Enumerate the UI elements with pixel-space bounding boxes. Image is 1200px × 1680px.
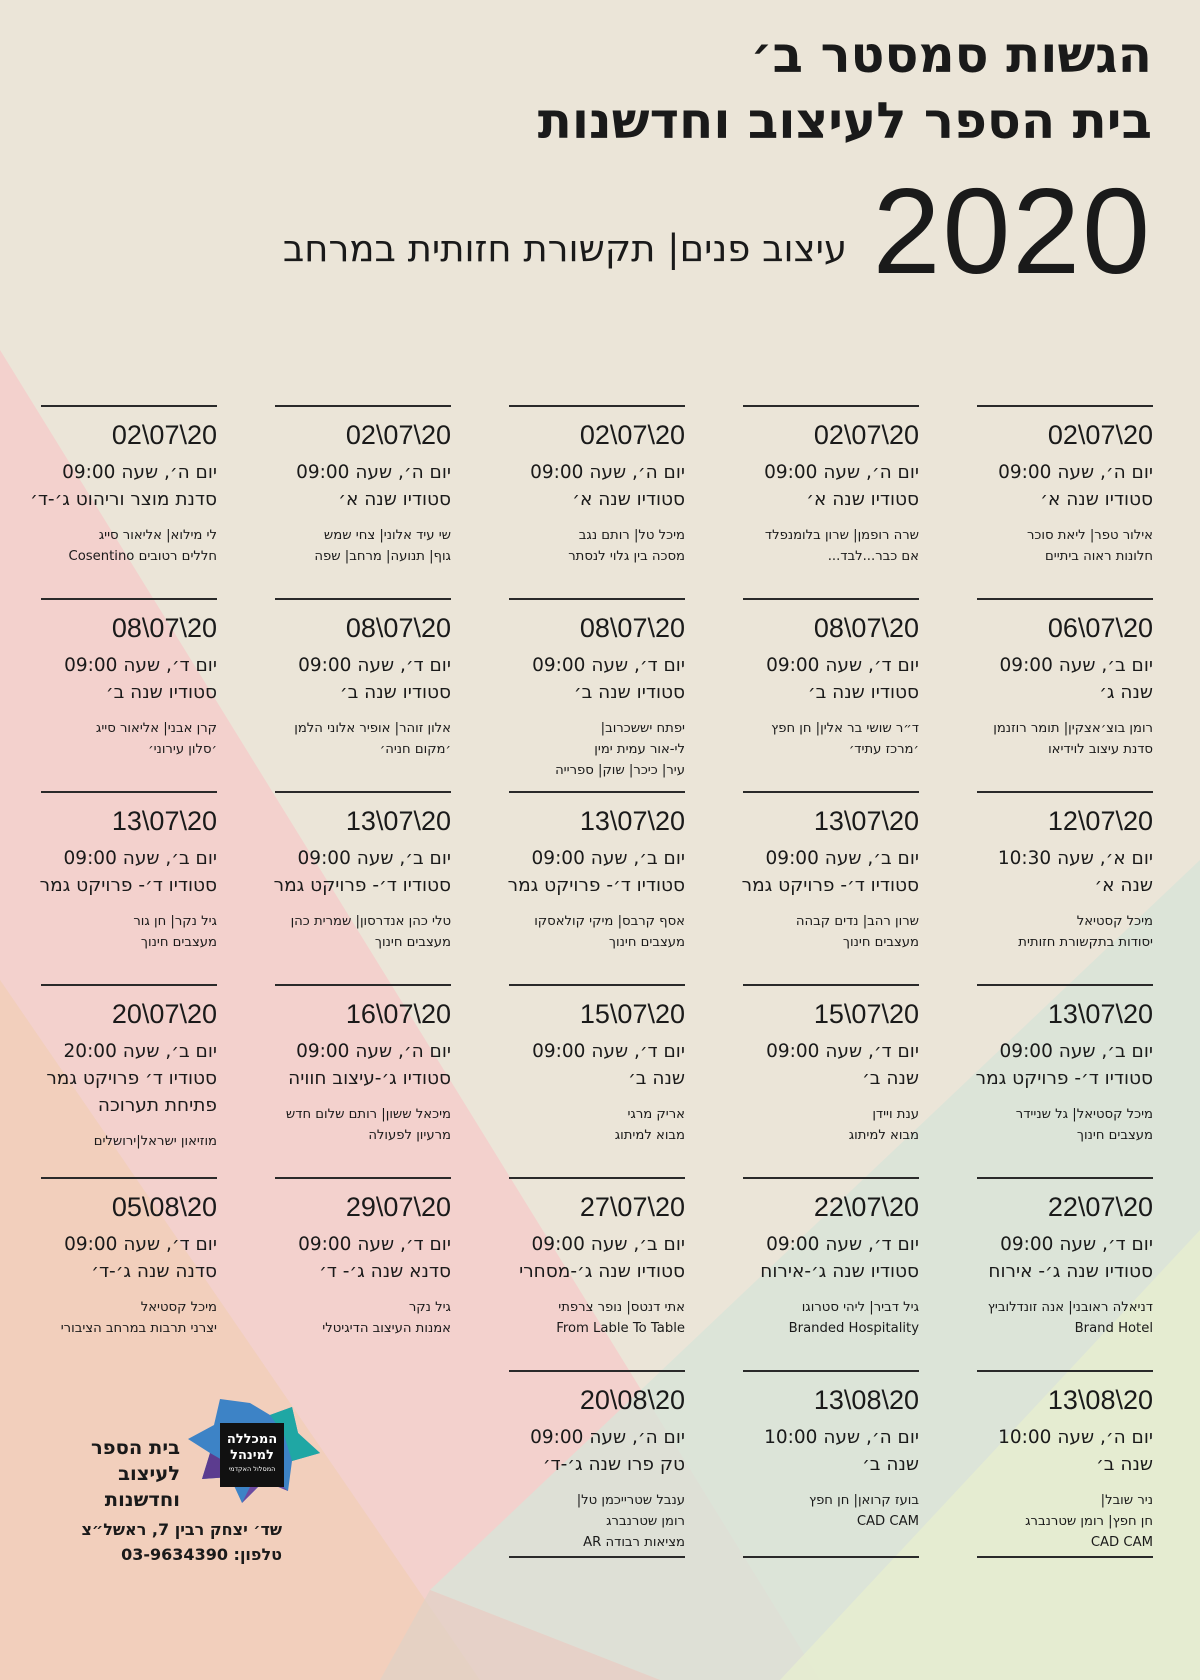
address [40,1517,282,1567]
instructor-line: מיכאל ששון| רותם שלום חדש [285,1107,451,1122]
schedule-cell [275,984,451,1146]
instructor-line: שרה רופמן| שרון בלומנפלד [764,528,919,543]
day-time: יום ב׳, שעה 09:00 [531,848,685,869]
instructor-line: רומן בוצ׳אצקין| תומר רוזנמן [993,721,1153,736]
day-time: יום ד׳, שעה 09:00 [64,1234,217,1255]
instructor-line: אמנות העיצוב הדיגיטלי [322,1321,451,1336]
course-name: שנה ג׳ [1099,682,1153,703]
course-name: שנה ב׳ [862,1454,919,1475]
instructor-line: יצרני תרבות במרחב הציבורי [60,1321,217,1336]
instructors [275,718,451,760]
course-name: שנה א׳ [1094,875,1153,896]
school-name-line-1: בית הספר [91,1436,180,1459]
college-logo [180,1395,320,1510]
schedule-cell [509,1370,685,1558]
submission-date: 13\07\20 [111,806,217,836]
instructor-line: רומן שטרנברג [606,1514,685,1529]
submission-date: 13\08\20 [813,1385,919,1415]
submission-date: 02\07\20 [1047,420,1153,450]
instructors [275,1297,451,1339]
course-name: סטודיו שנה א׳ [806,489,919,510]
submission-date: 13\07\20 [813,806,919,836]
instructor-line: לי מילוא| אליאור סייג [98,528,217,543]
school-name [40,1435,180,1513]
submission-date: 05\08\20 [111,1192,217,1222]
instructor-line: מעצבים חינוך [140,935,217,950]
instructor-line: גיל נקר| חן גור [133,914,217,929]
instructors [509,525,685,567]
day-time: יום ב׳, שעה 09:00 [765,848,919,869]
instructor-line: ענבל שטרייכמן טל| [576,1493,685,1508]
address-line: שד׳ יצחק רבין 7, ראשל״צ [81,1520,282,1539]
submission-date: 20\07\20 [111,999,217,1029]
instructor-line: ענת ויידן [872,1107,919,1122]
schedule-cell [977,405,1153,567]
schedule-cell [275,405,451,567]
day-time: יום ד׳, שעה 09:00 [766,655,919,676]
instructor-line: לי-אור עמית ימין [594,742,685,757]
instructors [977,1490,1153,1553]
instructors [977,1104,1153,1146]
instructor-line: אם כבר...לבד... [827,549,919,564]
instructors [509,718,685,781]
instructor-line: CAD CAM [1090,1535,1153,1550]
course-name: סטודיו שנה ב׳ [105,682,217,703]
course-name: סטודיו שנה ג׳-מסחרי [519,1261,685,1282]
instructor-line: ד״ר שושי בר אלין| חן חפץ [771,721,919,736]
submission-date: 16\07\20 [345,999,451,1029]
course-name: סדנה שנה ג׳-ד׳ [91,1261,217,1282]
submission-date: 15\07\20 [813,999,919,1029]
submission-date: 22\07\20 [813,1192,919,1222]
course-name: סטודיו שנה ב׳ [573,682,685,703]
instructor-line: CAD CAM [856,1514,919,1529]
course-name: שנה ב׳ [628,1068,685,1089]
instructor-line: חללים רטובים Cosentino [68,549,217,564]
year: 2020 [872,163,1152,299]
instructor-line: יסודות בתקשורת חזותית [1018,935,1153,950]
course-name: סטודיו ד׳- פרויקט גמר [975,1068,1153,1089]
schedule-cell [41,791,217,953]
day-time: יום ה׳, שעה 09:00 [530,462,685,483]
schedule-cell [977,1177,1153,1339]
instructor-line: מיכל קסטיאל [1076,914,1153,929]
day-time: יום ב׳, שעה 20:00 [63,1041,217,1062]
day-time: יום ב׳, שעה 09:00 [63,848,217,869]
course-name: שנה ב׳ [862,1068,919,1089]
instructors [41,1297,217,1339]
logo-line-1: המכללה [226,1432,278,1447]
schedule-cell [743,405,919,567]
schedule-cell [743,598,919,760]
instructor-line: מיכל קסטיאל| גל שניידר [1015,1107,1153,1122]
schedule-cell [977,791,1153,953]
course-name: שנה ב׳ [1096,1454,1153,1475]
course-name: סטודיו ד׳- פרויקט גמר [741,875,919,896]
instructors [41,525,217,567]
instructors [275,1104,451,1146]
instructor-line: מיכל טל| רותם נגב [578,528,685,543]
schedule-cell [743,791,919,953]
logo-line-3: המסלול האקדמי [228,1465,276,1473]
instructor-line: מוזיאון ישראל|ירושלים [93,1134,217,1149]
schedule-cell [275,1177,451,1339]
instructors [509,1490,685,1553]
submission-date: 08\07\20 [345,613,451,643]
submission-date: 02\07\20 [579,420,685,450]
submission-date: 29\07\20 [345,1192,451,1222]
course-name: סטודיו שנה א׳ [338,489,451,510]
day-time: יום ב׳, שעה 09:00 [297,848,451,869]
instructor-line: ׳סלון עירוני׳ [148,742,217,757]
instructors [509,911,685,953]
schedule-cell [275,598,451,760]
schedule-cell [30,405,217,567]
instructors [743,525,919,567]
logo-box [220,1423,284,1487]
instructor-line: ׳מקום חניה׳ [379,742,451,757]
schedule-cell [743,1370,919,1558]
instructors [977,525,1153,567]
schedule-cell [509,405,685,567]
instructors [509,1297,685,1339]
schedule-cell [509,791,685,953]
day-time: יום ד׳, שעה 09:00 [532,655,685,676]
instructors [275,911,451,953]
schedule-cell [977,1370,1153,1558]
submission-date: 13\07\20 [1047,999,1153,1029]
instructors [275,525,451,567]
instructor-line: אלון זוהר| אופיר אלוני הלמן [294,721,451,736]
instructors [743,1104,919,1146]
day-time: יום ה׳, שעה 09:00 [530,1427,685,1448]
instructor-line: דניאלה ראובני| אנה זונדלוביץ [987,1300,1153,1315]
instructor-line: שי עיד אלוני| צחי שמש [323,528,451,543]
instructors [977,911,1153,953]
day-time: יום ה׳, שעה 10:00 [998,1427,1153,1448]
submission-date: 06\07\20 [1047,613,1153,643]
instructor-line: מעצבים חינוך [374,935,451,950]
day-time: יום ד׳, שעה 09:00 [766,1041,919,1062]
instructor-line: מסכה בין גלוי לנסתר [568,549,685,564]
course-name: סטודיו שנה א׳ [572,489,685,510]
schedule-cell [743,1177,919,1339]
submission-date: 12\07\20 [1047,806,1153,836]
submission-date: 13\07\20 [579,806,685,836]
course-name: סטודיו ד׳- פרויקט גמר [39,875,217,896]
day-time: יום ה׳, שעה 09:00 [764,462,919,483]
instructor-line: עיר| כיכר| שוק| ספרייה [555,763,685,778]
instructor-line: From Lable To Table [556,1321,685,1336]
instructor-line: גיל דביר| ליהי סטרוגו [801,1300,919,1315]
schedule-cell [41,984,217,1152]
instructor-line: מעצבים חינוך [1076,1128,1153,1143]
instructor-line: חן חפץ| רומן שטרנברג [1025,1514,1153,1529]
day-time: יום ה׳, שעה 09:00 [62,462,217,483]
day-time: יום ד׳, שעה 09:00 [298,655,451,676]
title-line-2: בית הספר לעיצוב וחדשנות [537,92,1152,150]
schedule-cell [275,791,451,953]
subtitle: עיצוב פנים| תקשורת חזותית במרחב [282,227,847,270]
schedule-cell [509,984,685,1146]
instructors [743,718,919,760]
instructor-line: Brand Hotel [1074,1321,1153,1336]
submission-date: 02\07\20 [345,420,451,450]
instructors [41,911,217,953]
schedule-cell [41,1177,217,1339]
submission-date: 08\07\20 [579,613,685,643]
course-name: סטודיו שנה א׳ [1040,489,1153,510]
instructor-line: בועז קרואן| חן חפץ [808,1493,919,1508]
day-time: יום א׳, שעה 10:30 [997,848,1153,869]
instructors [41,718,217,760]
course-name: סטודיו ד׳ פרויקט גמר פתיחת תערוכה [46,1068,217,1116]
instructor-line: מרעיון לפעולה [368,1128,451,1143]
day-time: יום ב׳, שעה 09:00 [531,1234,685,1255]
submission-date: 13\08\20 [1047,1385,1153,1415]
submission-date: 22\07\20 [1047,1192,1153,1222]
instructor-line: מבוא למיתוג [848,1128,919,1143]
day-time: יום ב׳, שעה 09:00 [999,1041,1153,1062]
course-name: סדנא שנה ג׳- ד׳ [319,1261,451,1282]
course-name: טק פרו שנה ג׳-ד׳ [542,1454,685,1475]
instructor-line: סדנת עיצוב לוידיאו [1048,742,1153,757]
school-name-line-2: לעיצוב וחדשנות [104,1462,180,1511]
instructors [509,1104,685,1146]
submission-date: 02\07\20 [813,420,919,450]
instructor-line: טלי כהן אנדרסון| שמרית כהן [290,914,451,929]
day-time: יום ד׳, שעה 09:00 [1000,1234,1153,1255]
instructor-line: חלונות ראוה ביתיים [1045,549,1153,564]
instructor-line: מעצבים חינוך [608,935,685,950]
course-name: סטודיו שנה ג׳-אירוח [760,1261,919,1282]
course-name: סטודיו שנה ג׳- אירוח [988,1261,1153,1282]
instructor-line: מבוא למיתוג [614,1128,685,1143]
schedule-cell [977,598,1153,760]
instructor-line: אריק מרגי [627,1107,685,1122]
submission-date: 08\07\20 [111,613,217,643]
schedule-cell [509,1177,685,1339]
day-time: יום ה׳, שעה 09:00 [296,1041,451,1062]
instructor-line: אסף קרבס| מיקי קולאסקו [534,914,685,929]
day-time: יום ד׳, שעה 09:00 [64,655,217,676]
course-name: סדנת מוצר וריהוט ג׳-ד׳ [30,489,217,510]
instructor-line: מעצבים חינוך [842,935,919,950]
day-time: יום ה׳, שעה 09:00 [998,462,1153,483]
submission-date: 20\08\20 [579,1385,685,1415]
instructor-line: שרון רהב| נדים קבהה [795,914,919,929]
submission-date: 08\07\20 [813,613,919,643]
title-line-1: הגשות סמסטר ב׳ [750,26,1152,84]
instructor-line: ניר שובל| [1100,1493,1153,1508]
submission-date: 02\07\20 [111,420,217,450]
course-name: סטודיו שנה ב׳ [339,682,451,703]
instructors [977,718,1153,760]
phone-line: טלפון: 03-9634390 [121,1545,282,1564]
logo-line-2: למינהל [230,1448,274,1463]
course-name: סטודיו ד׳- פרויקט גמר [273,875,451,896]
day-time: יום ד׳, שעה 09:00 [532,1041,685,1062]
schedule-cell [41,598,217,760]
footer-logo-block [40,1395,310,1575]
instructors [743,911,919,953]
day-time: יום ה׳, שעה 10:00 [764,1427,919,1448]
instructors [743,1490,919,1532]
instructor-line: מיכל קסטיאל [140,1300,217,1315]
instructor-line: גוף| תנועה| מרחב| שפה [314,549,451,564]
day-time: יום ה׳, שעה 09:00 [296,462,451,483]
instructors [743,1297,919,1339]
course-name: סטודיו ג׳-עיצוב חוויה [288,1068,451,1089]
day-time: יום ד׳, שעה 09:00 [766,1234,919,1255]
course-name: סטודיו ד׳- פרויקט גמר [507,875,685,896]
instructor-line: אילור טפר| ליאת סוכר [1026,528,1153,543]
instructors [977,1297,1153,1339]
instructor-line: ׳מרכז עתיד׳ [848,742,919,757]
instructor-line: מציאות רבודה AR [583,1535,685,1550]
instructors [41,1131,217,1152]
instructor-line: אתי דנטס| נופר צרפתי [558,1300,685,1315]
instructor-line: גיל נקר [408,1300,451,1315]
submission-date: 15\07\20 [579,999,685,1029]
schedule-cell [743,984,919,1146]
instructor-line: קרן אבני| אליאור סייג [95,721,217,736]
instructor-line: Branded Hospitality [788,1321,919,1336]
schedule-cell [977,984,1153,1146]
instructor-line: יפתח יששכרוב| [600,721,685,736]
submission-date: 27\07\20 [579,1192,685,1222]
schedule-cell [509,598,685,781]
course-name: סטודיו שנה ב׳ [807,682,919,703]
day-time: יום ד׳, שעה 09:00 [298,1234,451,1255]
submission-date: 13\07\20 [345,806,451,836]
day-time: יום ב׳, שעה 09:00 [999,655,1153,676]
